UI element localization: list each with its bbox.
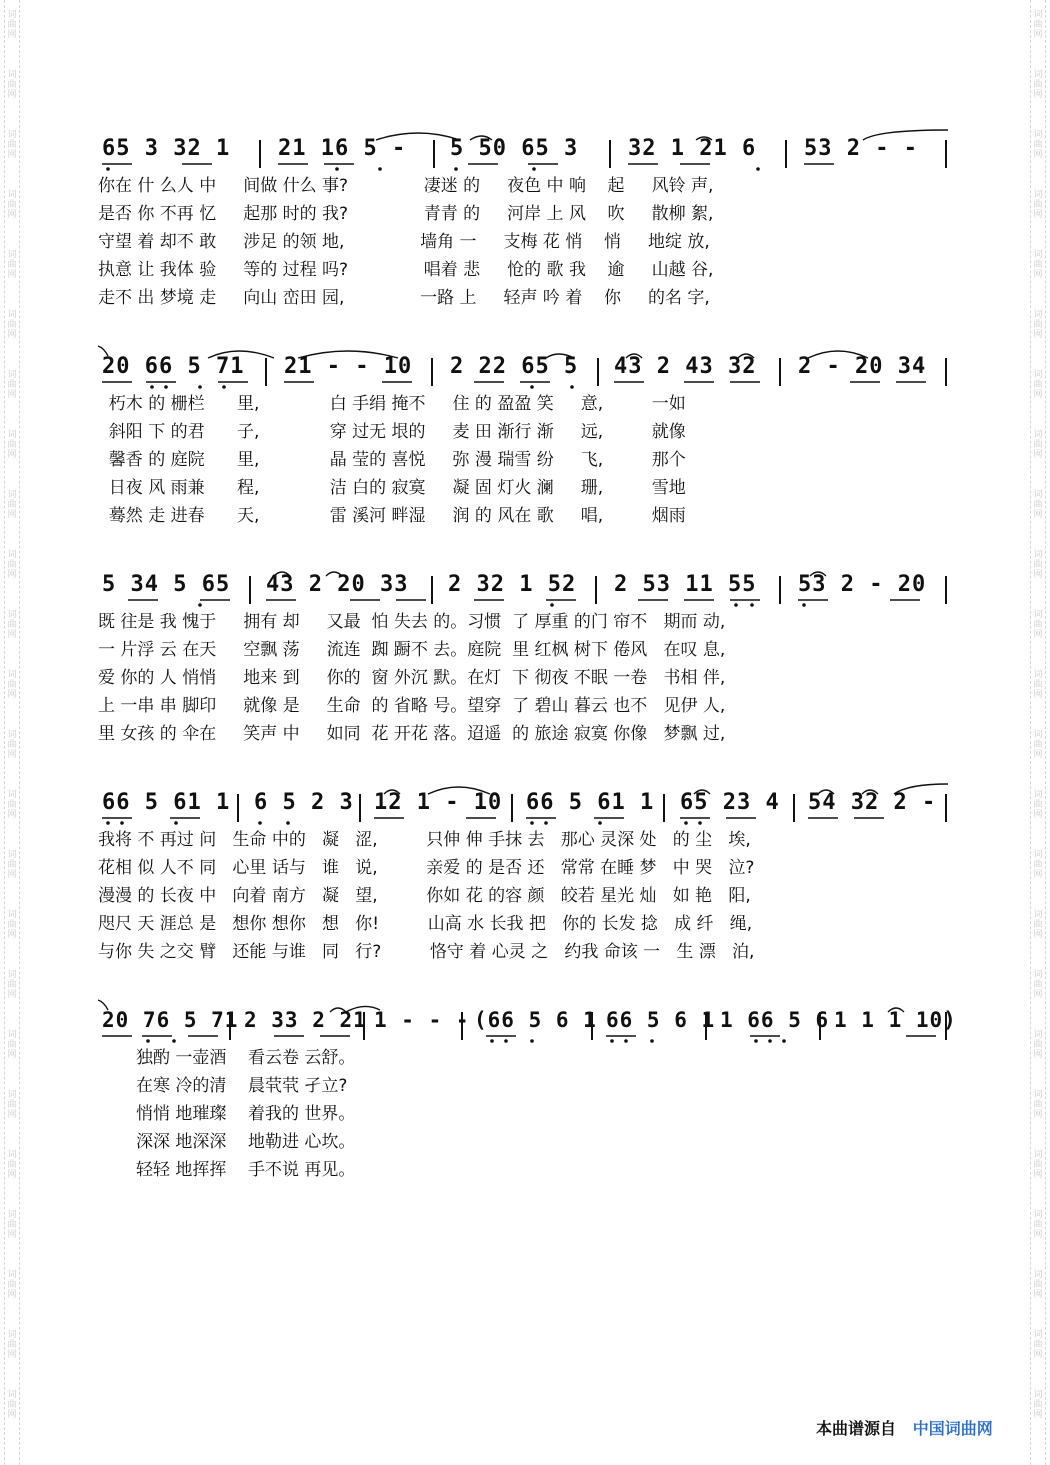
score-system-1 — [98, 128, 950, 312]
barlines-and-slurs — [98, 346, 950, 390]
notation-line-1 — [98, 128, 950, 172]
measure: 53 2 - - — [804, 136, 918, 161]
measure: 66 5 6 1 — [606, 1008, 716, 1032]
measure: 2 32 1 52 — [448, 572, 577, 597]
notation-line-2 — [98, 346, 950, 390]
measure: 2 33 2 21 — [244, 1008, 367, 1032]
lyric-verse: 里 女孩 的 伞在 笑声 中 如同 花 开花 落。迢遥 的 旅途 寂寞 你像 梦飘 过, — [98, 724, 726, 744]
watermark-text: 词 曲 网 — [7, 430, 17, 460]
watermark-text: 词 曲 网 — [1033, 1330, 1043, 1360]
measure: 1 - - - — [374, 1008, 470, 1032]
watermark-text: 词 曲 网 — [1033, 1210, 1043, 1240]
watermark-text: 词 曲 网 — [7, 550, 17, 580]
watermark-text: 词 曲 网 — [7, 970, 17, 1000]
watermark-text: 词 曲 网 — [1033, 610, 1043, 640]
watermark-text: 词 曲 网 — [7, 370, 17, 400]
watermark-text: 词 曲 网 — [1033, 1150, 1043, 1180]
measure: 6 5 2 3 — [254, 790, 354, 815]
watermark-text: 词 曲 网 — [7, 70, 17, 100]
measure: 66 5 61 1 — [526, 790, 655, 815]
watermark-text: 词 曲 网 — [1033, 910, 1043, 940]
barlines-and-slurs — [98, 128, 950, 172]
score-system-2 — [98, 346, 950, 530]
lyric-verse: 斜阳 下 的君 子, 穿 过无 垠的 麦 田 渐行 渐 远, 就像 — [98, 422, 686, 442]
notation-line-3 — [98, 564, 950, 608]
watermark-text: 词 曲 网 — [1033, 850, 1043, 880]
watermark-text: 词 曲 网 — [7, 1090, 17, 1120]
lyric-verse: 我将 不 再过 问 生命 中的 凝 涩, 只伸 伸 手抹 去 那心 灵深 处 的 尘 埃, — [98, 830, 751, 850]
watermark-text: 词 曲 网 — [1033, 490, 1043, 520]
measure: 43 2 43 32 — [614, 354, 757, 379]
lyric-verse: 走不 出 梦境 走 向山 峦田 园, 一路 上 轻声 吟 着 你 的名 字, — [98, 288, 710, 308]
site-name-link[interactable]: 中国词曲网 — [912, 1419, 993, 1438]
watermark-text: 词 曲 网 — [7, 790, 17, 820]
watermark-text: 词 曲 网 — [7, 1150, 17, 1180]
left-watermark-strip — [4, 0, 20, 1465]
watermark-text: 词 曲 网 — [7, 1330, 17, 1360]
lyric-verse: 朽木 的 栅栏 里, 白 手绢 掩不 住 的 盈盈 笑 意, 一如 — [98, 394, 686, 414]
watermark-text: 词 曲 网 — [7, 670, 17, 700]
watermark-text: 词 曲 网 — [1033, 1270, 1043, 1300]
score-system-5 — [98, 1000, 957, 1184]
watermark-text: 词 曲 网 — [1033, 130, 1043, 160]
lyric-verse: 在寒 冷的清 晨茕茕 孑立? — [136, 1076, 348, 1096]
watermark-text: 词 曲 网 — [7, 1030, 17, 1060]
watermark-text: 词 曲 网 — [7, 1390, 17, 1420]
watermark-text: 词 曲 网 — [7, 850, 17, 880]
measure: 5 34 5 65 — [102, 572, 231, 597]
watermark-text: 词 曲 网 — [7, 250, 17, 280]
watermark-text: 词 曲 网 — [7, 310, 17, 340]
watermark-text: 词 曲 网 — [1033, 70, 1043, 100]
watermark-text: 词 曲 网 — [7, 130, 17, 160]
lyric-verse: 你在 什 么人 中 间做 什么 事? 凄迷 的 夜色 中 响 起 风铃 声, — [98, 176, 714, 196]
lyric-verse: 爱 你的 人 悄悄 地来 到 你的 窗 外沉 默。在灯 下 彻夜 不眠 一卷 书相 伴, — [98, 668, 726, 688]
watermark-text: 词 曲 网 — [1033, 670, 1043, 700]
source-label: 本曲谱源自 — [816, 1419, 897, 1438]
measure: 2 - 20 34 — [798, 354, 927, 379]
watermark-text: 词 曲 网 — [1033, 970, 1043, 1000]
lyric-verse: 独酌 一壶酒 看云卷 云舒。 — [136, 1048, 356, 1068]
watermark-text: 词 曲 网 — [1033, 790, 1043, 820]
watermark-text: 词 曲 网 — [7, 1210, 17, 1240]
watermark-text: 词 曲 网 — [7, 490, 17, 520]
watermark-text: 词 曲 网 — [7, 730, 17, 760]
notation-line-5 — [98, 1000, 957, 1044]
measure: 2 22 65 5 — [450, 354, 579, 379]
lyric-verse: 与你 失 之交 臂 还能 与谁 同 行? 恪守 着 心灵 之 约我 命该 一 生 漂 泊, — [98, 942, 755, 962]
measure: 32 1 21 6 — [628, 136, 757, 161]
score-system-3 — [98, 564, 950, 748]
measure: 21 - - 10 — [284, 354, 413, 379]
lyric-verse: 既 往是 我 愧于 拥有 却 又最 怕 失去 的。习惯 了 厚重 的门 帘不 期而 动, — [98, 612, 726, 632]
measure: 20 76 5 71 — [102, 1008, 239, 1032]
watermark-text: 词 曲 网 — [7, 1270, 17, 1300]
lyric-verse: 轻轻 地挥挥 手不说 再见。 — [136, 1160, 356, 1180]
lyric-verse: 花相 似 人不 同 心里 话与 谁 说, 亲爱 的 是否 还 常常 在睡 梦 中 哭 泣? — [98, 858, 755, 878]
measure: 1 66 5 6 — [720, 1008, 830, 1032]
watermark-text: 词 曲 网 — [7, 190, 17, 220]
measure: 12 1 - 10 — [374, 790, 503, 815]
lyric-verse: 守望 着 却不 敢 涉足 的领 地, 墙角 一 支梅 花 悄 悄 地绽 放, — [98, 232, 710, 252]
right-watermark-strip — [1030, 0, 1046, 1465]
watermark-text: 词 曲 网 — [7, 910, 17, 940]
lyric-verse: 是否 你 不再 忆 起那 时的 我? 青青 的 河岸 上 风 吹 散柳 絮, — [98, 204, 714, 224]
score-system-4 — [98, 782, 950, 966]
watermark-text: 词 曲 网 — [1033, 550, 1043, 580]
lyric-verse: 执意 让 我体 验 等的 过程 吗? 唱着 悲 怆的 歌 我 逾 山越 谷, — [98, 260, 714, 280]
watermark-text: 词 曲 网 — [1033, 310, 1043, 340]
watermark-text: 词 曲 网 — [1033, 1030, 1043, 1060]
measure: 66 5 61 1 — [102, 790, 231, 815]
measure: 1 1 1 10) — [834, 1008, 957, 1032]
measure: 53 2 - 20 — [798, 572, 927, 597]
lyric-verse: 蓦然 走 进春 天, 雷 溪河 畔湿 润 的 风在 歌 唱, 烟雨 — [98, 506, 686, 526]
lyric-verse: 一 片浮 云 在天 空飘 荡 流连 踟 蹰不 去。庭院 里 红枫 树下 倦风 在叹 息, — [98, 640, 726, 660]
barlines-and-slurs — [98, 1000, 950, 1044]
measure: 5 50 65 3 — [450, 136, 579, 161]
measure: 65 23 4 — [680, 790, 780, 815]
watermark-text: 词 曲 网 — [1033, 730, 1043, 760]
barlines-and-slurs — [98, 564, 950, 608]
source-credit — [816, 1416, 993, 1439]
watermark-text: 词 曲 网 — [1033, 430, 1043, 460]
watermark-text: 词 曲 网 — [1033, 190, 1043, 220]
lyric-verse: 日夜 风 雨兼 程, 洁 白的 寂寞 凝 固 灯火 澜 珊, 雪地 — [98, 478, 686, 498]
measure: 20 66 5 71 — [102, 354, 245, 379]
measure: 54 32 2 - — [808, 790, 937, 815]
lyric-verse: 上 一串 串 脚印 就像 是 生命 的 省略 号。望穿 了 碧山 暮云 也不 见伊 人, — [98, 696, 726, 716]
watermark-text: 词 曲 网 — [1033, 370, 1043, 400]
watermark-text: 词 曲 网 — [7, 610, 17, 640]
notation-line-4 — [98, 782, 950, 826]
measure: (66 5 6 1 — [474, 1008, 597, 1032]
watermark-text: 词 曲 网 — [1033, 1090, 1043, 1120]
lyric-verse: 悄悄 地璀璨 着我的 世界。 — [136, 1104, 356, 1124]
lyric-verse: 馨香 的 庭院 里, 晶 莹的 喜悦 弥 漫 瑞雪 纷 飞, 那个 — [98, 450, 686, 470]
barlines-and-slurs — [98, 782, 950, 826]
watermark-text: 词 曲 网 — [1033, 10, 1043, 40]
lyric-verse: 咫尺 天 涯总 是 想你 想你 想 你! 山高 水 长我 把 你的 长发 捻 成 纤 绳, — [98, 914, 753, 934]
watermark-text: 词 曲 网 — [7, 10, 17, 40]
lyric-verse: 深深 地深深 地勒进 心坎。 — [136, 1132, 356, 1152]
watermark-text: 词 曲 网 — [1033, 250, 1043, 280]
measure: 43 2 20 33 — [266, 572, 409, 597]
measure: 21 16 5 - — [278, 136, 407, 161]
watermark-text: 词 曲 网 — [1033, 1390, 1043, 1420]
measure: 2 53 11 55 — [614, 572, 757, 597]
lyric-verse: 漫漫 的 长夜 中 向着 南方 凝 望, 你如 花 的容 颜 皎若 星光 灿 如 艳 阳, — [98, 886, 751, 906]
measure: 65 3 32 1 — [102, 136, 231, 161]
